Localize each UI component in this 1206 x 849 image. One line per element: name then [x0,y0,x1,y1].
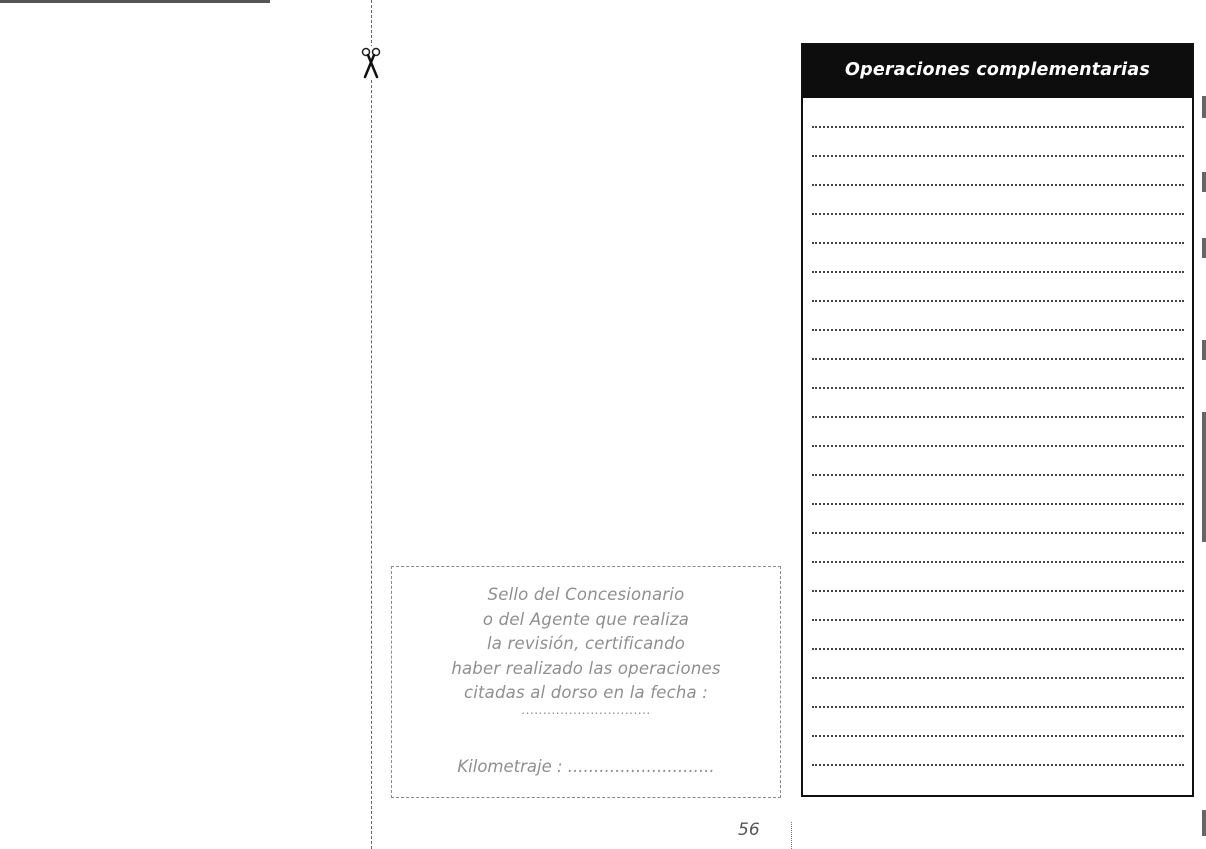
blank-line [812,184,1184,186]
blank-line [812,764,1184,766]
next-page-edge [1202,0,1206,849]
mileage-field: Kilometraje : ............................ [457,757,715,776]
cut-line [371,0,372,849]
blank-line [812,126,1184,128]
blank-line [812,213,1184,215]
blank-line [812,619,1184,621]
stamp-instructions [392,583,780,706]
blank-line [812,416,1184,418]
blank-line [812,300,1184,302]
stamp-line: citadas al dorso en la fecha : [463,683,709,702]
complementary-operations-panel [801,43,1194,797]
blank-line [812,561,1184,563]
blank-line [812,648,1184,650]
blank-line [812,387,1184,389]
blank-line [812,358,1184,360]
date-placeholder: .............................. [521,703,651,717]
blank-line [812,706,1184,708]
blank-line [812,271,1184,273]
top-rule [0,0,270,3]
stamp-line: o del Agente que realiza [482,609,690,629]
page-edge-dots [791,822,792,849]
stamp-line: la revisión, certificando [486,634,686,653]
scissors-icon [359,46,383,80]
panel-title: Operaciones complementarias [803,45,1192,98]
blank-line [812,155,1184,157]
stamp-line: Sello del Concesionario [487,585,685,604]
stamp-line: haber realizado las operaciones [451,658,721,678]
blank-line [812,590,1184,592]
blank-line [812,445,1184,447]
blank-line [812,503,1184,505]
blank-line [812,474,1184,476]
blank-line [812,242,1184,244]
blank-line [812,677,1184,679]
blank-line [812,329,1184,331]
blank-line [812,735,1184,737]
blank-line [812,532,1184,534]
page-number: 56 [738,820,760,840]
dealer-stamp-box [391,566,781,798]
